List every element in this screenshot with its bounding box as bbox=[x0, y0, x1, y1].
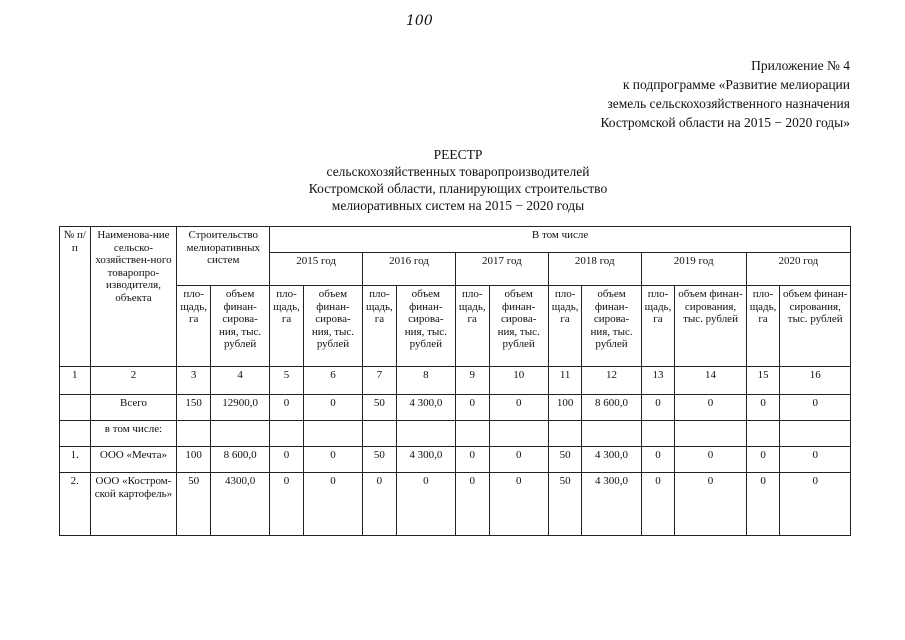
header-construction: Строительство мелиоративных систем bbox=[177, 227, 270, 286]
header-year: 2015 год bbox=[270, 253, 363, 286]
table-cell: 0 bbox=[270, 395, 304, 421]
appendix-line: к подпрограмме «Развитие мелиорации bbox=[622, 77, 850, 92]
table-cell bbox=[363, 421, 397, 447]
table-cell bbox=[303, 421, 362, 447]
table-cell: 50 bbox=[177, 473, 211, 536]
table-cell: 8 600,0 bbox=[582, 395, 641, 421]
table-cell: 0 bbox=[455, 447, 489, 473]
table-cell: 0 bbox=[780, 447, 851, 473]
header-financing: объем финан-сирова-ния, тыс. рублей bbox=[303, 286, 362, 367]
table-cell: 0 bbox=[489, 395, 548, 421]
table-cell: 0 bbox=[641, 447, 675, 473]
table-cell bbox=[582, 421, 641, 447]
column-number: 11 bbox=[548, 367, 582, 395]
header-area: пло-щадь, га bbox=[641, 286, 675, 367]
table-cell bbox=[675, 421, 746, 447]
column-number: 8 bbox=[396, 367, 455, 395]
table-cell: 0 bbox=[780, 473, 851, 536]
header-year: 2016 год bbox=[363, 253, 456, 286]
appendix-line: Приложение № 4 bbox=[751, 58, 850, 73]
header-year: 2019 год bbox=[641, 253, 746, 286]
table-cell: 0 bbox=[455, 473, 489, 536]
header-financing: объем финан-сирования, тыс. рублей bbox=[675, 286, 746, 367]
table-cell: 0 bbox=[675, 447, 746, 473]
including-row bbox=[60, 421, 851, 447]
column-number: 3 bbox=[177, 367, 211, 395]
including-label: в том числе: bbox=[90, 421, 177, 447]
table-cell: 150 bbox=[177, 395, 211, 421]
table-cell bbox=[60, 421, 91, 447]
table-cell: 0 bbox=[270, 447, 304, 473]
title-line: мелиоративных систем на 2015 − 2020 годы bbox=[331, 198, 585, 213]
row-number: 2. bbox=[60, 473, 91, 536]
column-number: 6 bbox=[303, 367, 362, 395]
header-area: пло-щадь, га bbox=[746, 286, 780, 367]
header-area: пло-щадь, га bbox=[548, 286, 582, 367]
appendix-line: земель сельскохозяйственного назначения bbox=[607, 96, 850, 111]
header-financing: объем финан-сирова-ния, тыс. рублей bbox=[489, 286, 548, 367]
table-cell bbox=[548, 421, 582, 447]
appendix-line: Костромской области на 2015 − 2020 годы» bbox=[600, 115, 850, 130]
page-number: 100 bbox=[406, 13, 433, 29]
table-cell: 0 bbox=[396, 473, 455, 536]
column-number: 9 bbox=[455, 367, 489, 395]
header-area: пло-щадь, га bbox=[455, 286, 489, 367]
header-area: пло-щадь, га bbox=[363, 286, 397, 367]
table-cell bbox=[60, 395, 91, 421]
table-cell: 4 300,0 bbox=[582, 473, 641, 536]
table-cell: 0 bbox=[746, 447, 780, 473]
table-cell: 0 bbox=[363, 473, 397, 536]
column-number: 13 bbox=[641, 367, 675, 395]
header-financing: объем финан-сирования, тыс. рублей bbox=[780, 286, 851, 367]
table-cell: 8 600,0 bbox=[211, 447, 270, 473]
table-cell: 50 bbox=[363, 447, 397, 473]
table-cell: 12900,0 bbox=[211, 395, 270, 421]
column-number: 12 bbox=[582, 367, 641, 395]
table-row bbox=[60, 447, 851, 473]
column-number: 14 bbox=[675, 367, 746, 395]
table-cell: 0 bbox=[780, 395, 851, 421]
column-number: 10 bbox=[489, 367, 548, 395]
title-line: Костромской области, планирующих строительство bbox=[308, 181, 608, 196]
table-cell: 50 bbox=[363, 395, 397, 421]
table-cell: 0 bbox=[303, 447, 362, 473]
table-cell: 0 bbox=[489, 473, 548, 536]
table-cell: 4 300,0 bbox=[396, 395, 455, 421]
header-no: № п/п bbox=[60, 227, 91, 367]
header-financing: объем финан-сирова-ния, тыс. рублей bbox=[211, 286, 270, 367]
table-cell: 100 bbox=[177, 447, 211, 473]
column-number: 4 bbox=[211, 367, 270, 395]
appendix-header bbox=[600, 56, 850, 132]
table-cell: 0 bbox=[489, 447, 548, 473]
table-cell: 0 bbox=[675, 395, 746, 421]
header-year: 2018 год bbox=[548, 253, 641, 286]
table-cell: 0 bbox=[675, 473, 746, 536]
table-cell: 0 bbox=[746, 473, 780, 536]
table-cell: 0 bbox=[270, 473, 304, 536]
column-number: 16 bbox=[780, 367, 851, 395]
title-line: сельскохозяйственных товаропроизводителей bbox=[326, 164, 590, 179]
table-cell bbox=[746, 421, 780, 447]
column-number-row bbox=[60, 367, 851, 395]
column-number: 15 bbox=[746, 367, 780, 395]
header-area: пло-щадь, га bbox=[177, 286, 211, 367]
table-cell bbox=[177, 421, 211, 447]
table-cell: 0 bbox=[641, 395, 675, 421]
column-number: 7 bbox=[363, 367, 397, 395]
table-cell bbox=[211, 421, 270, 447]
column-number: 5 bbox=[270, 367, 304, 395]
header-name: Наименова-ние сельско-хозяйствен-ного товаропро-изводителя, объекта bbox=[90, 227, 177, 367]
table-cell bbox=[270, 421, 304, 447]
producer-name: ООО «Мечта» bbox=[90, 447, 177, 473]
table-cell: 50 bbox=[548, 447, 582, 473]
header-financing: объем финан-сирова-ния, тыс. рублей bbox=[582, 286, 641, 367]
producer-name: ООО «Костром-ской картофель» bbox=[90, 473, 177, 536]
table-cell: 0 bbox=[303, 473, 362, 536]
table-cell: 4 300,0 bbox=[396, 447, 455, 473]
header-financing: объем финан-сирова-ния, тыс. рублей bbox=[396, 286, 455, 367]
document-title bbox=[248, 146, 668, 214]
table-cell: 4 300,0 bbox=[582, 447, 641, 473]
table-cell bbox=[641, 421, 675, 447]
total-row bbox=[60, 395, 851, 421]
header-including: В том числе bbox=[270, 227, 851, 253]
table-cell: 0 bbox=[303, 395, 362, 421]
registry-table bbox=[59, 226, 851, 536]
title-heading: РЕЕСТР bbox=[433, 147, 483, 162]
table-cell: 0 bbox=[641, 473, 675, 536]
header-year: 2017 год bbox=[455, 253, 548, 286]
column-number: 1 bbox=[60, 367, 91, 395]
table-cell: 4300,0 bbox=[211, 473, 270, 536]
total-label: Всего bbox=[90, 395, 177, 421]
header-area: пло-щадь, га bbox=[270, 286, 304, 367]
column-number: 2 bbox=[90, 367, 177, 395]
header-year: 2020 год bbox=[746, 253, 850, 286]
table-cell: 0 bbox=[455, 395, 489, 421]
table-cell bbox=[396, 421, 455, 447]
table-cell: 50 bbox=[548, 473, 582, 536]
table-cell: 100 bbox=[548, 395, 582, 421]
table-cell bbox=[780, 421, 851, 447]
table-row bbox=[60, 473, 851, 536]
row-number: 1. bbox=[60, 447, 91, 473]
table-cell bbox=[489, 421, 548, 447]
table-cell bbox=[455, 421, 489, 447]
table-cell: 0 bbox=[746, 395, 780, 421]
